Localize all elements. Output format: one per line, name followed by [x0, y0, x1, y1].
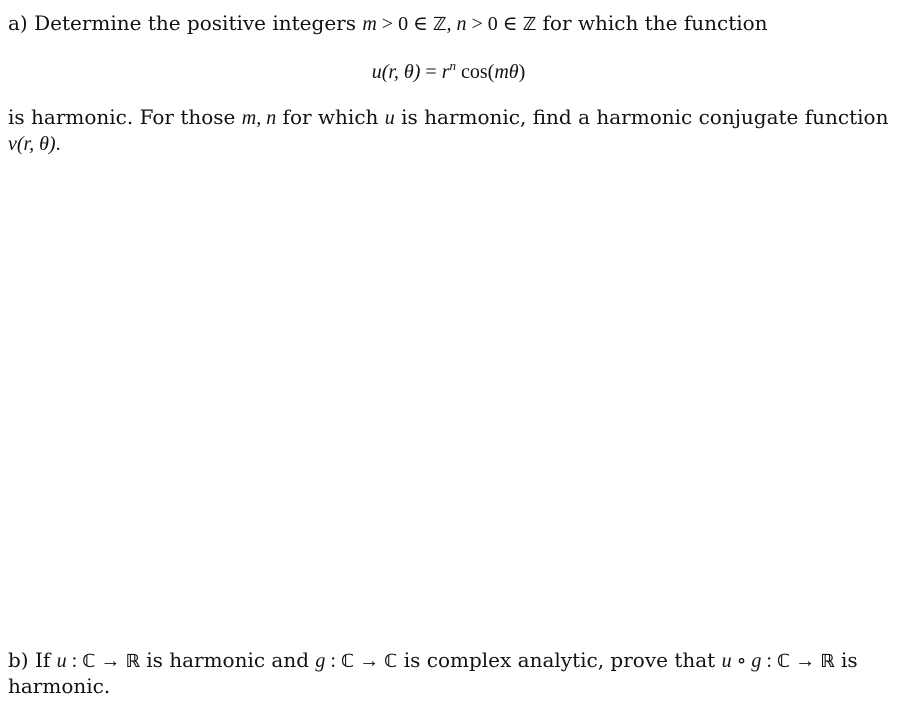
part-b-mid-2: is complex analytic, prove that: [397, 648, 722, 672]
part-b-line-2-text: harmonic.: [8, 674, 111, 698]
math-composition: u ∘ g: [721, 650, 762, 672]
part-a-line-3: [8, 131, 61, 156]
complex-symbol-4: ℂ: [776, 651, 791, 672]
math-m-n: m, n: [241, 107, 277, 129]
colon-1: :: [66, 650, 83, 672]
eq-r: r: [441, 61, 450, 83]
part-b-lead-text: b) If: [8, 648, 57, 672]
complex-symbol-1: ℂ: [82, 651, 96, 672]
complex-symbol-3: ℂ: [384, 651, 398, 672]
line-2-text-2: for which: [276, 105, 385, 129]
integers-symbol-2: ℤ: [522, 14, 537, 35]
eq-equals: =: [420, 61, 442, 83]
eq-cos: cos(: [456, 61, 495, 83]
arrow-3: →: [790, 650, 821, 672]
colon-3: :: [761, 650, 777, 672]
displayed-equation: [0, 59, 897, 84]
line-2-text-3: is harmonic, find a harmonic conjugate function: [394, 105, 889, 129]
math-m: m: [362, 13, 377, 35]
math-u-b: u: [56, 650, 67, 672]
colon-2: :: [325, 650, 341, 672]
eq-m-theta: mθ: [494, 61, 519, 83]
arrow-1: →: [95, 650, 126, 672]
part-b-line-1: [8, 648, 858, 674]
part-a-lead-text: a) Determine the positive integers: [8, 11, 363, 35]
line-2-text-1: is harmonic. For those: [8, 105, 242, 129]
eq-close-paren: ): [518, 61, 526, 83]
math-v-r-theta: v(r, θ): [8, 133, 56, 155]
complex-symbol-2: ℂ: [340, 651, 355, 672]
eq-args: (r, θ): [381, 61, 421, 83]
part-a-line-1-tail: for which the function: [536, 11, 768, 35]
reals-symbol-2: ℝ: [820, 651, 835, 672]
math-gt-zero-in-2: > 0 ∈: [466, 13, 523, 35]
eq-u: u: [371, 61, 382, 83]
part-b-mid-1: is harmonic and: [139, 648, 316, 672]
line-3-period: .: [55, 133, 61, 155]
reals-symbol-1: ℝ: [125, 651, 140, 672]
integers-symbol: ℤ: [432, 14, 447, 35]
part-a-line-1: [8, 11, 768, 37]
part-b-tail: is: [834, 648, 858, 672]
math-gt-zero-in: > 0 ∈: [376, 13, 433, 35]
eq-exponent-n: n: [449, 58, 456, 73]
math-comma: ,: [446, 13, 457, 35]
math-g: g: [315, 650, 326, 672]
arrow-2: →: [354, 650, 385, 672]
math-n: n: [456, 13, 467, 35]
part-a-line-2: [8, 105, 888, 130]
part-b-line-2: [8, 674, 110, 698]
math-u: u: [384, 107, 395, 129]
